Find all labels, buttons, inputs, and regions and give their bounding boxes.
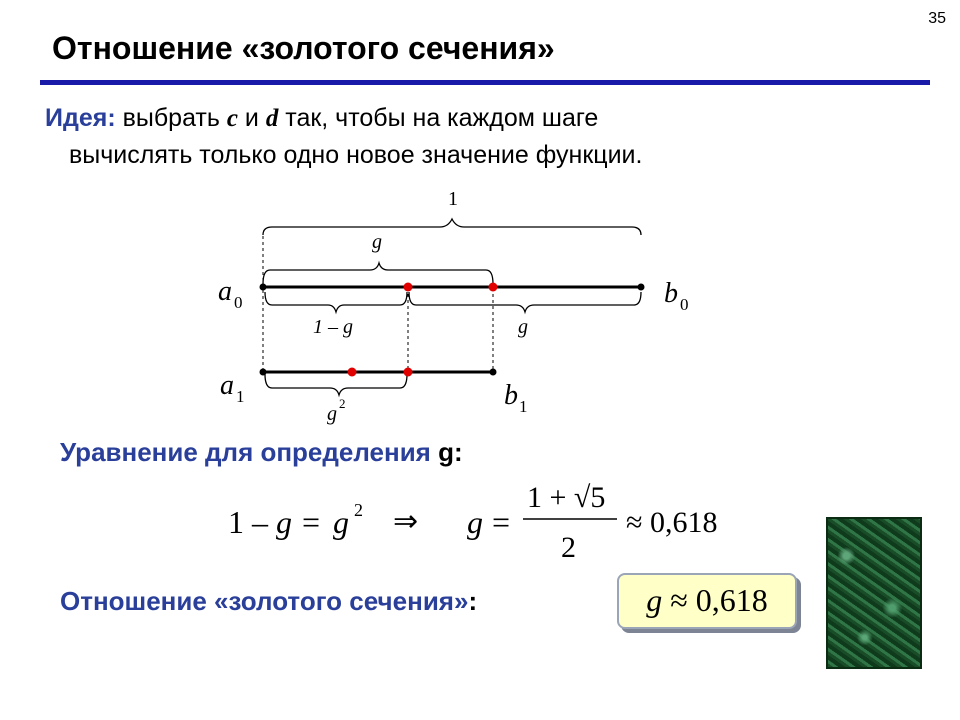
label-brace-g: g [372,231,382,253]
label-a0-sub: 0 [234,293,243,312]
eq-lhs-g: g [276,504,292,540]
eq-rhs-exp: 2 [354,500,363,520]
point-c0 [404,283,413,292]
brace-g-left [263,263,493,284]
brace-one-minus-g [265,292,407,312]
point-d1 [404,368,413,377]
brace-whole-interval [263,219,641,235]
equation-heading [60,437,463,468]
label-a1-base: a [220,370,234,401]
point-a0 [260,284,267,291]
brace-g-right [409,292,641,312]
idea-var-c: c [226,105,238,132]
label-b0-sub: 0 [680,295,689,314]
label-brace-one-minus-g: 1 – g [313,316,353,338]
idea-text-2: и [237,104,266,132]
eq-g-equals: = [492,504,511,540]
golden-ratio-label-text: Отношение «золотого сечения» [60,586,469,616]
slide-title: Отношение «золотого сечения» [52,30,555,66]
eq-approx-value: ≈ 0,618 [626,506,718,539]
idea-lead: Идея: [45,104,116,132]
label-a1-sub: 1 [236,387,245,406]
label-g-squared-base: g [327,403,337,425]
point-a1 [260,369,267,376]
label-b1-sub: 1 [519,397,528,416]
equation-heading-var: g [438,437,454,467]
result-value: ≈ 0,618 [670,582,768,618]
golden-equation [228,481,717,564]
idea-text-1: выбрать [115,104,227,132]
golden-ratio-label-colon: : [468,586,478,616]
label-brace-1: 1 [448,188,458,210]
eq-g-var: g [467,504,483,540]
eq-implies: ⇒ [393,505,419,538]
eq-numerator: 1 + √5 [527,481,606,514]
label-b1-base: b [504,380,518,411]
point-d0 [489,283,498,292]
golden-ratio-result-box [617,573,797,629]
idea-text-3: так, чтобы на каждом шаге [278,104,599,132]
eq-lhs-one: 1 – [228,504,268,540]
point-b1 [490,369,497,376]
eq-denominator: 2 [561,531,576,564]
marble-decoration-image [826,517,922,669]
golden-ratio-label [60,586,477,617]
point-b0 [638,284,645,291]
eq-equals: = [302,504,321,540]
page-number: 35 [928,10,946,27]
idea-line-2: вычислять только одно новое значение функции. [69,141,643,169]
equation-heading-colon: : [453,437,463,467]
label-b0-base: b [664,278,678,309]
eq-rhs-g: g [333,504,349,540]
idea-var-d: d [265,105,279,132]
label-a0-base: a [218,276,232,307]
result-var: g [646,582,663,618]
brace-g-squared [265,374,407,395]
label-g-squared-exp: 2 [339,396,346,411]
point-c1 [348,368,357,377]
equation-heading-text: Уравнение для определения [60,437,439,467]
label-brace-g-right: g [518,316,528,338]
